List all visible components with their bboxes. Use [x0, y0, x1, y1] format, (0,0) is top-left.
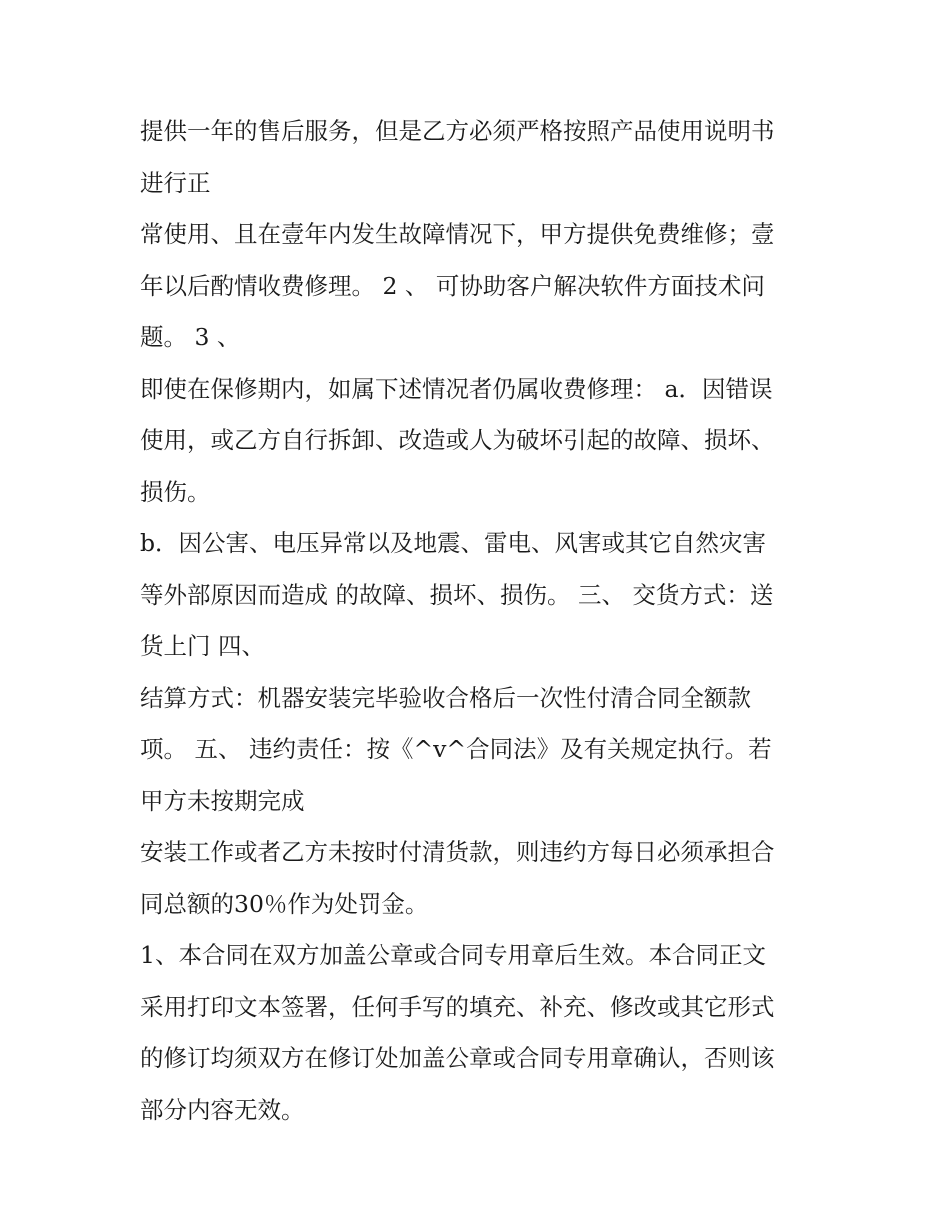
text-line: 的修订均须双方在修订处加盖公章或合同专用章确认，否则该 [140, 1044, 775, 1072]
text-line: b．因公害、电压异常以及地震、雷电、风害或其它自然灾害 [140, 529, 767, 557]
text-line: 等外部原因而造成 的故障、损坏、损伤。 三、 交货方式：送 [140, 580, 774, 609]
text-line: 使用，或乙方自行拆卸、改造或人为破坏引起的故障、损坏、 [140, 426, 775, 454]
contract-text [140, 106, 820, 1136]
text-line: 采用打印文本签署，任何手写的填充、补充、修改或其它形式 [140, 992, 775, 1021]
text-line: 题。 3 、 [140, 323, 241, 351]
text-line: 安装工作或者乙方未按时付清货款，则违约方每日必须承担合 [140, 838, 775, 866]
text-line: 常使用、且在壹年内发生故障情况下，甲方提供免费维修；壹 [140, 220, 775, 248]
text-line: 提供一年的售后服务，但是乙方必须严格按照产品使用说明书 [140, 117, 775, 145]
text-line: 项。 五、 违约责任：按《^v^合同法》及有关规定执行。若 [140, 735, 772, 763]
text-line: 部分内容无效。 [140, 1095, 305, 1124]
text-line: 1、本合同在双方加盖公章或合同专用章后生效。本合同正文 [140, 941, 766, 969]
text-line: 结算方式：机器安装完毕验收合格后一次性付清合同全额款 [140, 683, 751, 712]
text-line: 甲方未按期完成 [140, 786, 305, 815]
text-line: 损伤。 [140, 477, 211, 506]
text-line: 货上门 四、 [140, 632, 265, 660]
text-line: 同总额的30％作为处罚金。 [140, 889, 429, 918]
text-line: 年以后酌情收费修理。 2 、 可协助客户解决软件方面技术问 [140, 271, 765, 300]
text-line: 即使在保修期内，如属下述情况者仍属收费修理： a．因错误 [140, 374, 773, 403]
text-line: 进行正 [140, 168, 211, 197]
